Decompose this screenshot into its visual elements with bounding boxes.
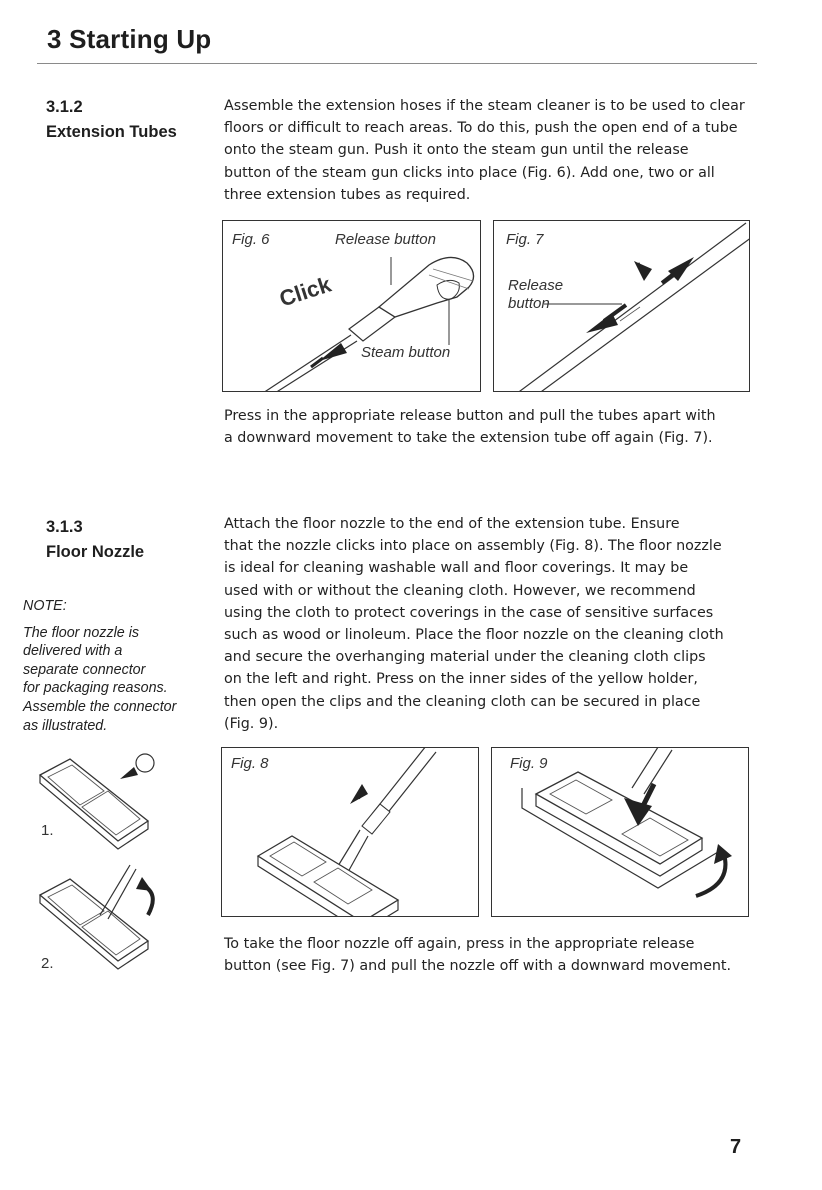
- step-1-number: 1.: [41, 822, 54, 839]
- release-label-line-2: button: [508, 295, 550, 312]
- note-line: delivered with a: [23, 643, 123, 660]
- section-title-extension-tubes: Extension Tubes: [46, 123, 177, 141]
- text-line: button of the steam gun clicks into place (Fig. 6). Add one, two or all: [224, 164, 715, 181]
- text-line: (Fig. 9).: [224, 715, 279, 732]
- note-label: NOTE:: [23, 598, 67, 614]
- text-line: using the cloth to protect coverings in the case of sensitive surfaces: [224, 604, 714, 621]
- note-line: for packaging reasons.: [23, 680, 168, 697]
- text-line: To take the floor nozzle off again, press in the appropriate release: [224, 936, 695, 952]
- figure-8-label: Fig. 8: [231, 755, 269, 772]
- text-line: and secure the overhanging material under the cleaning cloth clips: [224, 649, 706, 666]
- note-line: The floor nozzle is: [23, 624, 140, 641]
- text-line: used with or without the cleaning cloth. However, we recommend: [224, 582, 696, 599]
- chapter-title: 3 Starting Up: [47, 24, 212, 54]
- text-line: then open the clips and the cleaning cloth can be secured in place: [224, 693, 701, 710]
- step-2-number: 2.: [41, 955, 54, 972]
- text-line: on the left and right. Press on the inner sides of the yellow holder,: [224, 671, 698, 688]
- remove-nozzle-paragraph: [224, 933, 780, 977]
- text-line: button (see Fig. 7) and pull the nozzle off with a downward movement.: [224, 958, 732, 975]
- note-line: Assemble the connector: [23, 698, 177, 715]
- title-rule: [37, 63, 757, 64]
- floor-nozzle-paragraph: [224, 513, 780, 735]
- step-2-nozzle-drawing: [40, 865, 153, 969]
- cleaning-cloth-illustration: [492, 748, 748, 916]
- figure-9-label: Fig. 9: [510, 755, 548, 772]
- connector-assembly-illustration: [30, 745, 170, 985]
- text-line: Attach the floor nozzle to the end of the extension tube. Ensure: [224, 516, 680, 532]
- text-line: a downward movement to take the extension tube off again (Fig. 7).: [224, 430, 713, 447]
- note-line: as illustrated.: [23, 717, 108, 734]
- extension-tubes-paragraph: [224, 95, 780, 206]
- page-number: 7: [730, 1136, 742, 1158]
- section-number-3-1-3: 3.1.3: [46, 518, 83, 536]
- step-1-nozzle-drawing: [40, 754, 154, 849]
- text-line: onto the steam gun. Push it onto the steam gun until the release: [224, 142, 689, 159]
- text-line: that the nozzle clicks into place on assembly (Fig. 8). The floor nozzle: [224, 538, 722, 555]
- release-button-label: Release button: [335, 231, 436, 248]
- figure-6: [222, 220, 481, 392]
- note-block: [23, 597, 223, 735]
- figure-6-label: Fig. 6: [232, 231, 270, 248]
- text-line: such as wood or linoleum. Place the floor nozzle on the cleaning cloth: [224, 627, 724, 644]
- text-line: Assemble the extension hoses if the steam cleaner is to be used to clear: [224, 98, 745, 114]
- release-label-line-1: Release: [508, 277, 564, 294]
- text-line: Press in the appropriate release button and pull the tubes apart with: [224, 408, 716, 424]
- text-line: floors or difficult to reach areas. To do this, push the open end of a tube: [224, 120, 738, 137]
- section-title-floor-nozzle: Floor Nozzle: [46, 543, 145, 561]
- section-number-3-1-2: 3.1.2: [46, 98, 83, 116]
- figure-7-label: Fig. 7: [506, 231, 544, 248]
- figure-7: [493, 220, 750, 392]
- figure-9: [491, 747, 749, 917]
- release-paragraph: [224, 405, 780, 449]
- steam-button-label: Steam button: [361, 344, 451, 361]
- text-line: three extension tubes as required.: [224, 186, 471, 203]
- figure-8: [221, 747, 479, 917]
- text-line: is ideal for cleaning washable wall and floor coverings. It may be: [224, 560, 689, 577]
- click-text: Click: [276, 271, 335, 312]
- note-line: separate connector: [23, 661, 146, 678]
- floor-nozzle-attach-illustration: [222, 748, 478, 916]
